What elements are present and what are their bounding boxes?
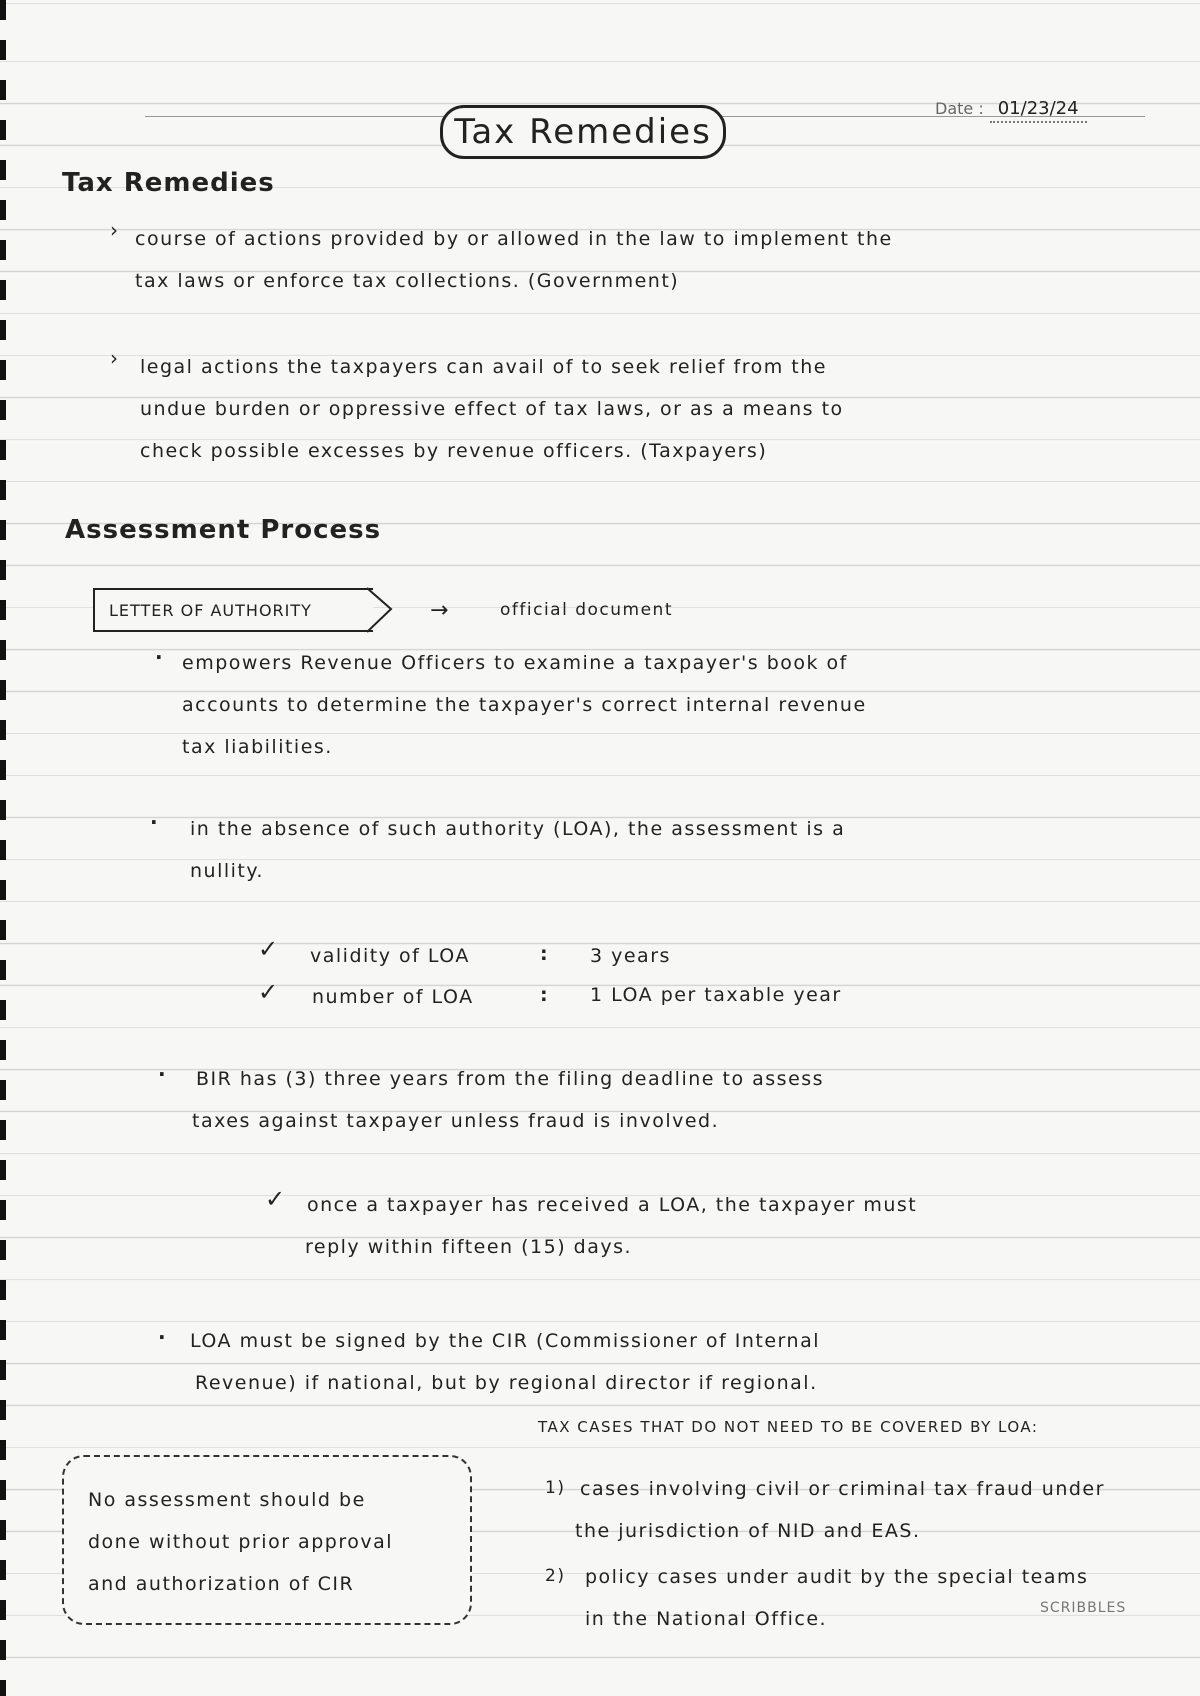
list-number: 1)	[545, 1478, 566, 1498]
text-line: Revenue) if national, but by regional director if regional.	[195, 1372, 818, 1394]
text-line: BIR has (3) three years from the filing deadline to assess	[196, 1068, 825, 1090]
note-line: done without prior approval	[88, 1531, 393, 1553]
arrow-bullet-icon: ›	[110, 346, 118, 370]
loa-definition: official document	[500, 600, 673, 620]
text-line: accounts to determine the taxpayer's correct internal revenue	[182, 694, 867, 716]
text-line: course of actions provided by or allowed in the law to implement the	[135, 228, 893, 250]
text-line: check possible excesses by revenue officers. (Taxpayers)	[140, 440, 768, 462]
note-box	[62, 1455, 472, 1625]
text-line: cases involving civil or criminal tax fraud under	[580, 1478, 1105, 1500]
note-line: and authorization of CIR	[88, 1573, 355, 1595]
text-line: the jurisdiction of NID and EAS.	[575, 1520, 921, 1542]
bullet-dot-icon: ·	[150, 810, 158, 834]
text-line: tax laws or enforce tax collections. (Government)	[135, 270, 680, 292]
list-number: 2)	[545, 1566, 566, 1586]
bullet-dot-icon: ·	[155, 645, 163, 669]
check-separator: :	[540, 943, 550, 965]
text-line: policy cases under audit by the special teams	[585, 1566, 1089, 1588]
checkmark-icon: ✓	[258, 978, 279, 1006]
text-line: nullity.	[190, 860, 264, 882]
text-line: in the absence of such authority (LOA), the assessment is a	[190, 818, 846, 840]
text-line: in the National Office.	[585, 1608, 828, 1630]
check-separator: :	[540, 984, 550, 1006]
text-line: undue burden or oppressive effect of tax laws, or as a means to	[140, 398, 844, 420]
right-arrow-icon: →	[430, 598, 450, 623]
section-heading-tax-remedies: Tax Remedies	[62, 168, 275, 198]
text-line: taxes against taxpayer unless fraud is involved.	[192, 1110, 720, 1132]
note-line: No assessment should be	[88, 1489, 366, 1511]
text-line: legal actions the taxpayers can avail of to seek relief from the	[140, 356, 827, 378]
bullet-dot-icon: ·	[158, 1062, 166, 1086]
tax-cases-heading: TAX CASES THAT DO NOT NEED TO BE COVERED BY LOA:	[538, 1418, 1039, 1436]
date-value: 01/23/24	[990, 98, 1087, 123]
text-line: empowers Revenue Officers to examine a taxpayer's book of	[182, 652, 848, 674]
date-field	[935, 98, 1087, 119]
spiral-binding	[0, 0, 6, 1696]
arrow-bullet-icon: ›	[110, 218, 118, 242]
check-value: 3 years	[590, 945, 671, 967]
checkmark-icon: ✓	[258, 935, 279, 963]
watermark-logo: SCRIBBLES	[1040, 1600, 1127, 1616]
checkmark-icon: ✓	[265, 1185, 286, 1213]
check-label: validity of LOA	[310, 945, 470, 967]
page-title: Tax Remedies	[440, 105, 726, 159]
text-line: tax liabilities.	[182, 736, 333, 758]
text-line: reply within fifteen (15) days.	[305, 1236, 633, 1258]
text-line: LOA must be signed by the CIR (Commissioner of Internal	[190, 1330, 821, 1352]
loa-tag-label: LETTER OF AUTHORITY	[109, 600, 312, 620]
check-value: 1 LOA per taxable year	[590, 984, 842, 1006]
bullet-dot-icon: ·	[158, 1325, 166, 1349]
loa-tag	[93, 588, 373, 632]
section-heading-assessment-process: Assessment Process	[65, 515, 382, 545]
text-line: once a taxpayer has received a LOA, the taxpayer must	[307, 1194, 918, 1216]
date-label: Date :	[935, 99, 984, 118]
check-label: number of LOA	[312, 986, 474, 1008]
